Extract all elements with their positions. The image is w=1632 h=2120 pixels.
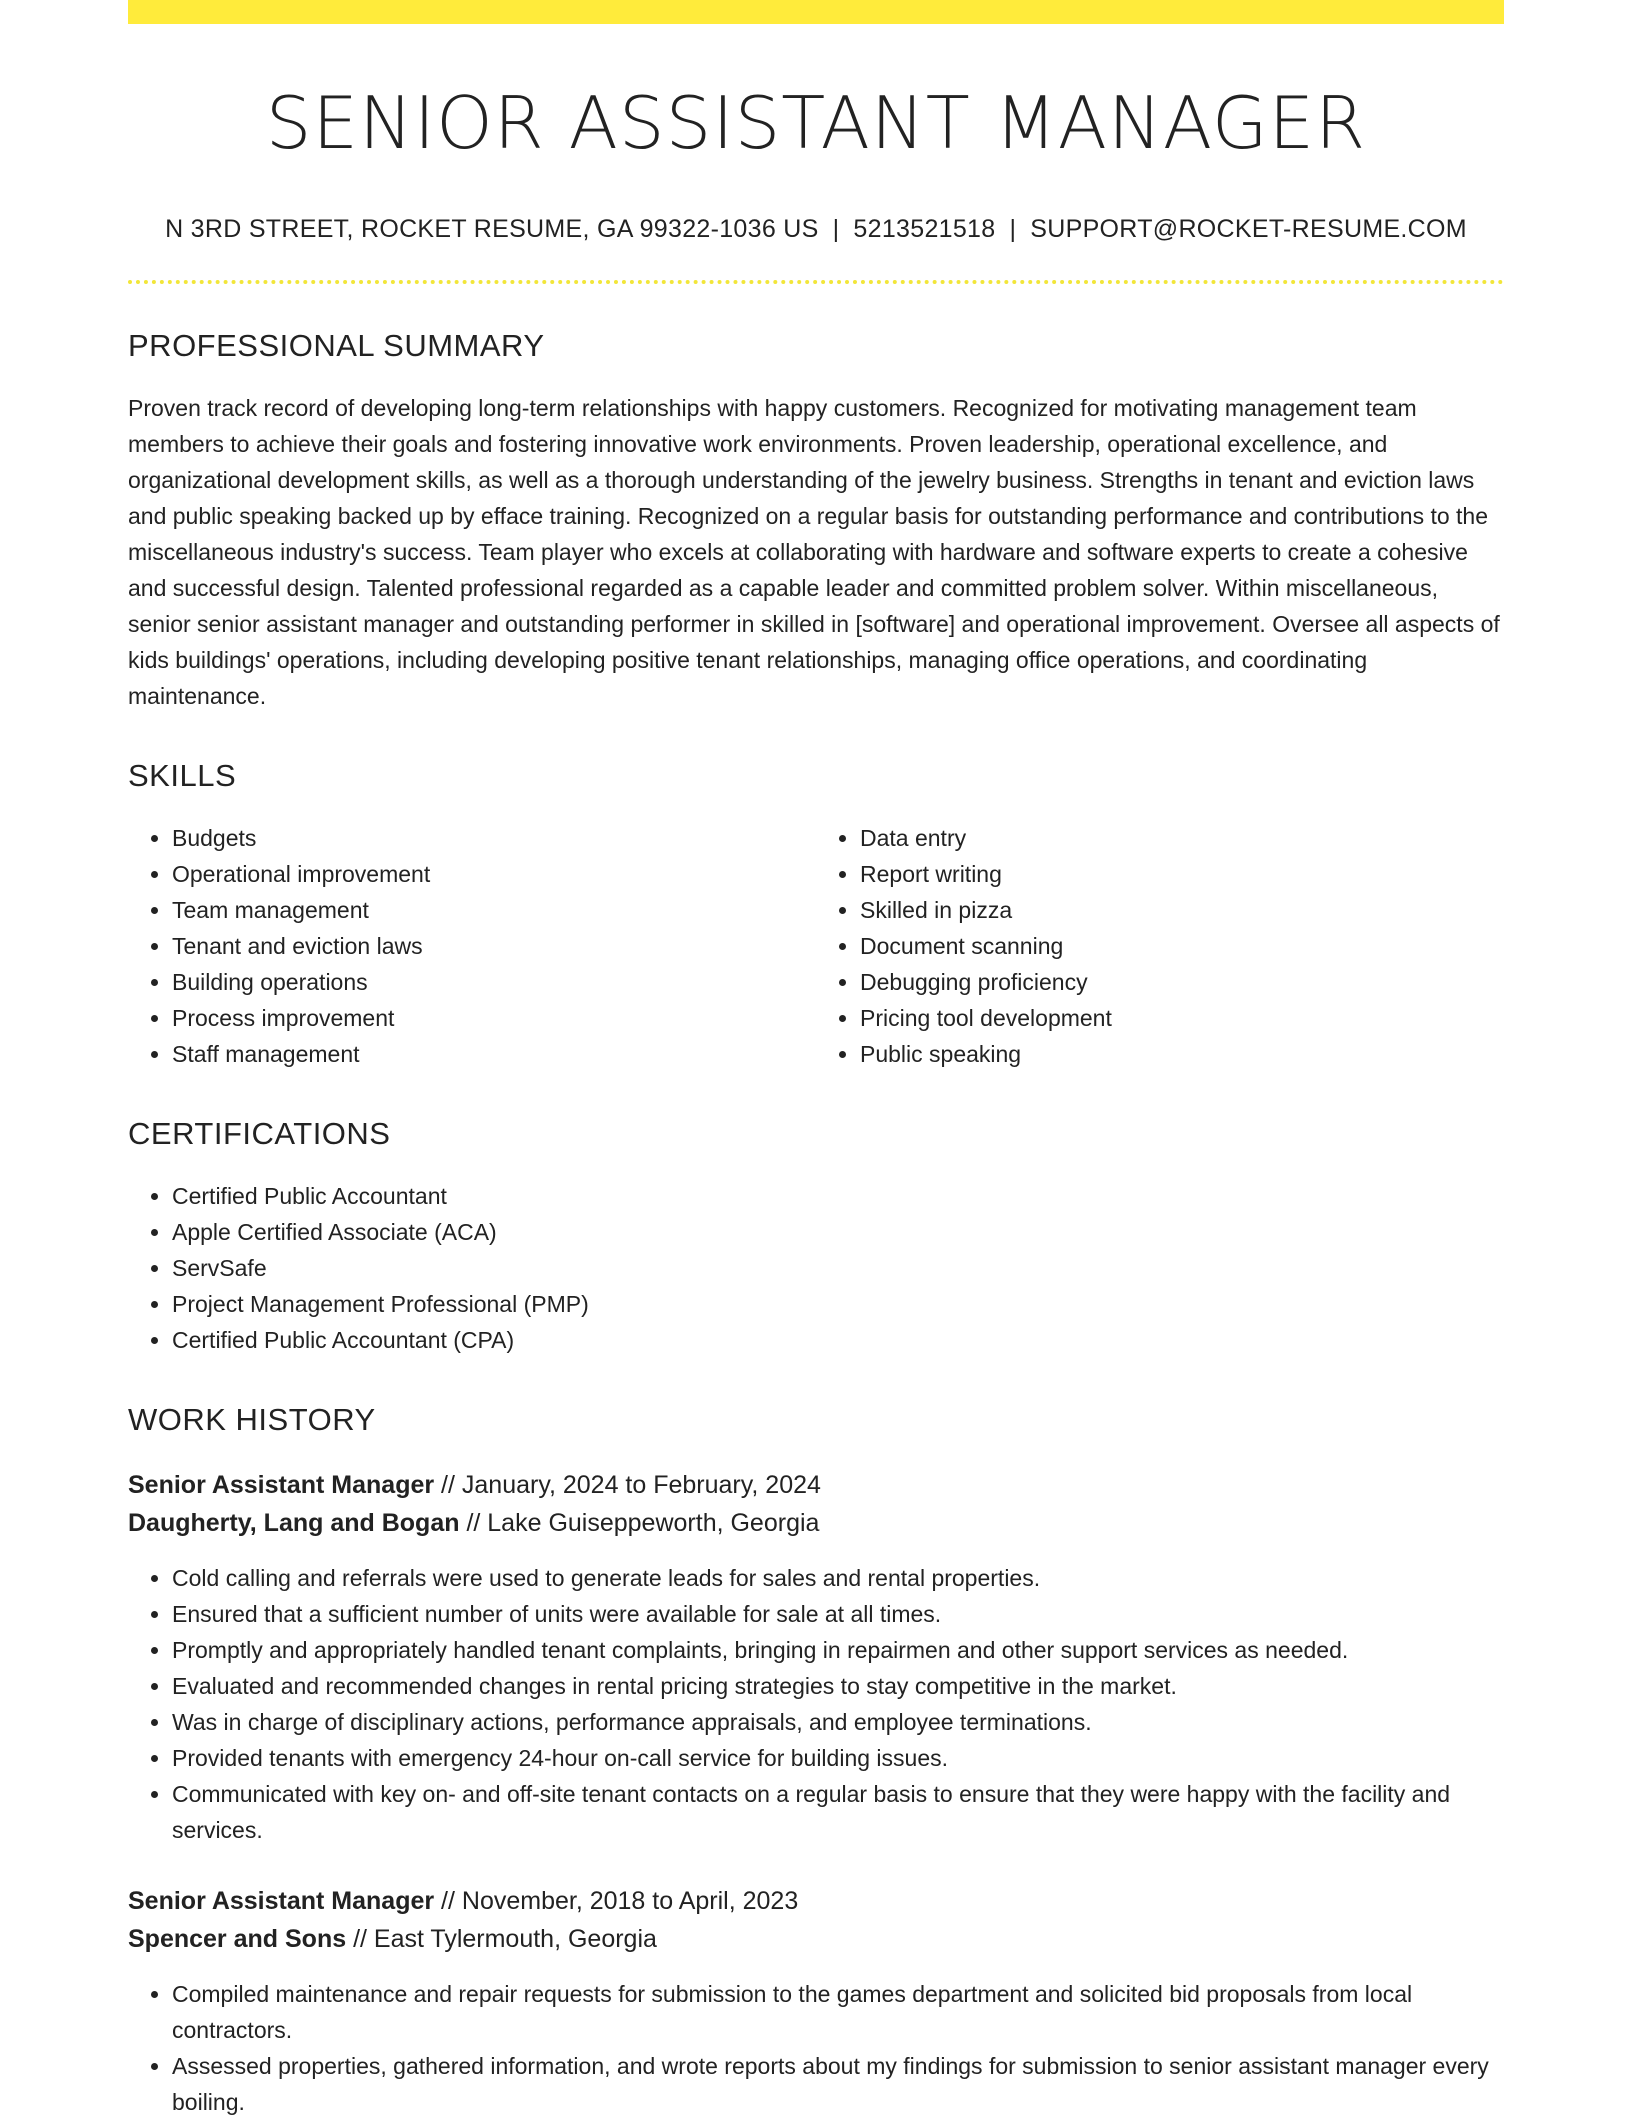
certification-item: • Certified Public Accountant xyxy=(172,1178,1504,1214)
certification-item: • Project Management Professional (PMP) xyxy=(172,1286,1504,1322)
job-bullet: • Provided tenants with emergency 24-hour on-call service for building issues. xyxy=(172,1740,1504,1776)
job-bullet: • Was in charge of disciplinary actions, performance appraisals, and employee terminations. xyxy=(172,1704,1504,1740)
skill-item: • Team management xyxy=(172,892,816,928)
skill-item: • Skilled in pizza xyxy=(860,892,1504,928)
summary-heading: PROFESSIONAL SUMMARY xyxy=(128,327,545,363)
job-header xyxy=(128,1882,1504,1958)
skill-item: • Process improvement xyxy=(172,1000,816,1036)
job-location: // East Tylermouth, Georgia xyxy=(346,1924,657,1953)
contact-line xyxy=(128,215,1504,244)
job-dates: // November, 2018 to April, 2023 xyxy=(434,1886,799,1915)
job-header xyxy=(128,1466,1504,1542)
skill-item: • Budgets xyxy=(172,820,816,856)
job-company: Spencer and Sons xyxy=(128,1924,347,1953)
skill-item: • Tenant and eviction laws xyxy=(172,928,816,964)
skills-columns xyxy=(128,820,1504,1072)
job-bullet: • Communicated with key on- and off-site tenant contacts on a regular basis to ensure that they were happy with the facility and services. xyxy=(172,1776,1504,1848)
contact-email: SUPPORT@ROCKET-RESUME.COM xyxy=(1030,214,1467,243)
summary-text: Proven track record of developing long-term relationships with happy customers. Recognized for motivating management team members to achieve their goals and fostering innovative work environments. Proven leadership, operational excellence, and organizational development skills, as well as a thorough understanding of the jewelry business. Strengths in tenant and eviction laws and public speaking backed up by efface training. Recognized on a regular basis for outstanding performance and contributions to the miscellaneous industry's success. Team player who excels at collaborating with hardware and software experts to create a cohesive and successful design. Talented professional regarded as a capable leader and committed problem solver. Within miscellaneous, senior senior assistant manager and outstanding performer in skilled in [software] and operational improvement. Oversee all aspects of kids buildings' operations, including developing positive tenant relationships, managing office operations, and coordinating maintenance. xyxy=(128,394,1500,709)
job-bullet: • Promptly and appropriately handled tenant complaints, bringing in repairmen and other support services as needed. xyxy=(172,1632,1504,1668)
contact-address: N 3RD STREET, ROCKET RESUME, GA 99322-1036 US xyxy=(165,214,819,243)
job-title-line xyxy=(128,1466,1504,1504)
job-title-line xyxy=(128,1882,1504,1920)
skill-item: • Public speaking xyxy=(860,1036,1504,1072)
skills-list-left xyxy=(128,820,816,1072)
contact-separator: | xyxy=(1009,214,1017,243)
job-company-line xyxy=(128,1504,1504,1542)
job-role: Senior Assistant Manager xyxy=(128,1886,435,1915)
skill-item: • Data entry xyxy=(860,820,1504,856)
contact-separator: | xyxy=(832,214,840,243)
resume-page xyxy=(128,0,1504,2120)
skill-item: • Pricing tool development xyxy=(860,1000,1504,1036)
certification-item: • Apple Certified Associate (ACA) xyxy=(172,1214,1504,1250)
job-bullet: • Ensured that a sufficient number of units were available for sale at all times. xyxy=(172,1596,1504,1632)
skill-item: • Report writing xyxy=(860,856,1504,892)
job-bullets xyxy=(128,1976,1504,2120)
certification-item: • ServSafe xyxy=(172,1250,1504,1286)
job-company: Daugherty, Lang and Bogan xyxy=(128,1508,460,1537)
candidate-name: SENIOR ASSISTANT MANAGER xyxy=(265,81,1367,165)
skills-list-right xyxy=(816,820,1504,1072)
certifications-heading: CERTIFICATIONS xyxy=(128,1115,391,1151)
job-bullet: • Compiled maintenance and repair requests for submission to the games department and solicited bid proposals from local contractors. xyxy=(172,1976,1504,2048)
skill-item: • Staff management xyxy=(172,1036,816,1072)
job-entry xyxy=(128,1466,1504,1848)
job-dates: // January, 2024 to February, 2024 xyxy=(434,1470,821,1499)
work-history-heading: WORK HISTORY xyxy=(128,1401,376,1437)
job-bullet: • Cold calling and referrals were used to generate leads for sales and rental properties. xyxy=(172,1560,1504,1596)
header-divider xyxy=(128,280,1504,284)
certifications-list xyxy=(128,1178,1504,1358)
job-location: // Lake Guiseppeworth, Georgia xyxy=(459,1508,820,1537)
contact-phone: 5213521518 xyxy=(853,214,996,243)
skill-item: • Debugging proficiency xyxy=(860,964,1504,1000)
skill-item: • Document scanning xyxy=(860,928,1504,964)
job-company-line xyxy=(128,1920,1504,1958)
skill-item: • Operational improvement xyxy=(172,856,816,892)
job-bullets xyxy=(128,1560,1504,1848)
job-bullet: • Assessed properties, gathered information, and wrote reports about my findings for submission to senior assistant manager every boiling. xyxy=(172,2048,1504,2120)
job-role: Senior Assistant Manager xyxy=(128,1470,435,1499)
skills-heading: SKILLS xyxy=(128,757,237,793)
certification-item: • Certified Public Accountant (CPA) xyxy=(172,1322,1504,1358)
job-bullet: • Evaluated and recommended changes in rental pricing strategies to stay competitive in the market. xyxy=(172,1668,1504,1704)
top-accent-bar xyxy=(128,0,1504,24)
job-entry xyxy=(128,1882,1504,2120)
skill-item: • Building operations xyxy=(172,964,816,1000)
